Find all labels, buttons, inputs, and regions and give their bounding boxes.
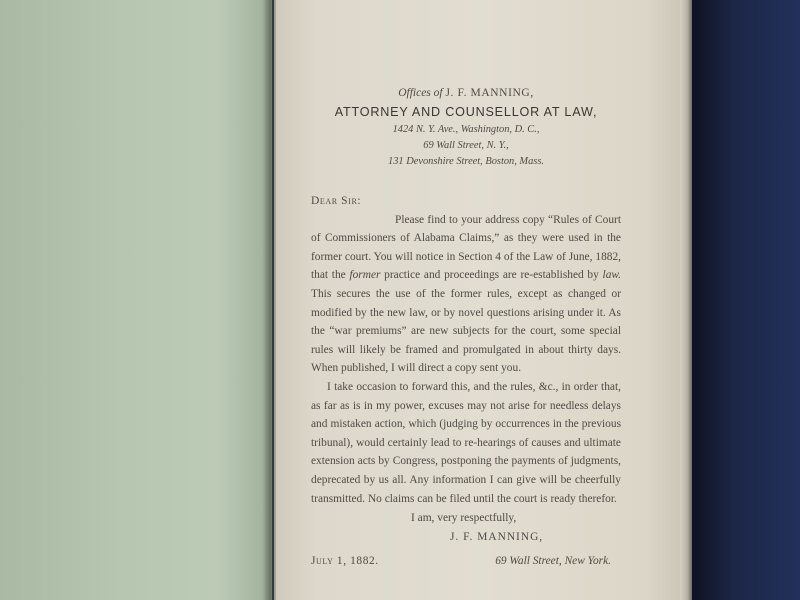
letter-footer <box>311 552 611 571</box>
letter-body <box>311 84 621 571</box>
letterhead <box>311 84 621 170</box>
paragraph-1-part-3: This secures the use of the former rules, except as changed or modified by the new law, or by novel questions arising under it. As the “war premiums” are new subjects for the court, some special rules will likely be framed and promulgated in about thirty days. When published, I will direct a copy sent you. <box>311 287 621 375</box>
letter-place: 69 Wall Street, New York. <box>495 555 611 568</box>
letterhead-offices-line <box>311 84 621 102</box>
paragraph-1-emphasis-former: former <box>349 269 381 282</box>
letterhead-title: ATTORNEY AND COUNSELLOR AT LAW, <box>334 105 598 119</box>
paragraph-1-part-1: Please find to your address copy “Rules of Court of Commissioners of Alabama Claims,” as they were used in the former court. You will notice in Section 4 of the Law of June, 1882, that the <box>311 213 621 282</box>
paragraph-1-part-2: practice and proceedings are re-established by <box>380 269 603 282</box>
paragraph-1-emphasis-law: law. <box>602 269 621 282</box>
page-edge <box>680 0 692 600</box>
letterhead-name: J. F. MANNING, <box>445 87 534 99</box>
address-boston: 131 Devonshire Street, Boston, Mass. <box>388 156 544 167</box>
salutation: Dear Sir: <box>311 195 362 207</box>
book-spine-shadow <box>262 0 276 600</box>
closing: I am, very respectfully, <box>411 512 517 525</box>
address-new-york: 69 Wall Street, N. Y., <box>423 140 509 151</box>
offices-prefix: Offices of <box>398 87 443 99</box>
signature-name: J. F. MANNING, <box>450 530 544 543</box>
address-washington: 1424 N. Y. Ave., Washington, D. C., <box>392 124 540 135</box>
paragraph-1 <box>311 211 621 378</box>
background-dark-cloth <box>690 0 800 600</box>
paragraph-2: I take occasion to forward this, and the rules, &c., in order that, as far as is in my power, excuses may not arise for needless delays and mistaken action, which (judging by occurrences in the previous tribunal), would certainly lead to re-hearings of causes and ultimate extension acts by Congress, postponing the payments of judgments, deprecated by us all. Any information I can give will be cheerfully transmitted. No claims can be filed until the court is ready therefor. <box>311 380 621 505</box>
letter-date: July 1, 1882. <box>311 555 379 568</box>
left-page-endpaper <box>0 0 272 600</box>
